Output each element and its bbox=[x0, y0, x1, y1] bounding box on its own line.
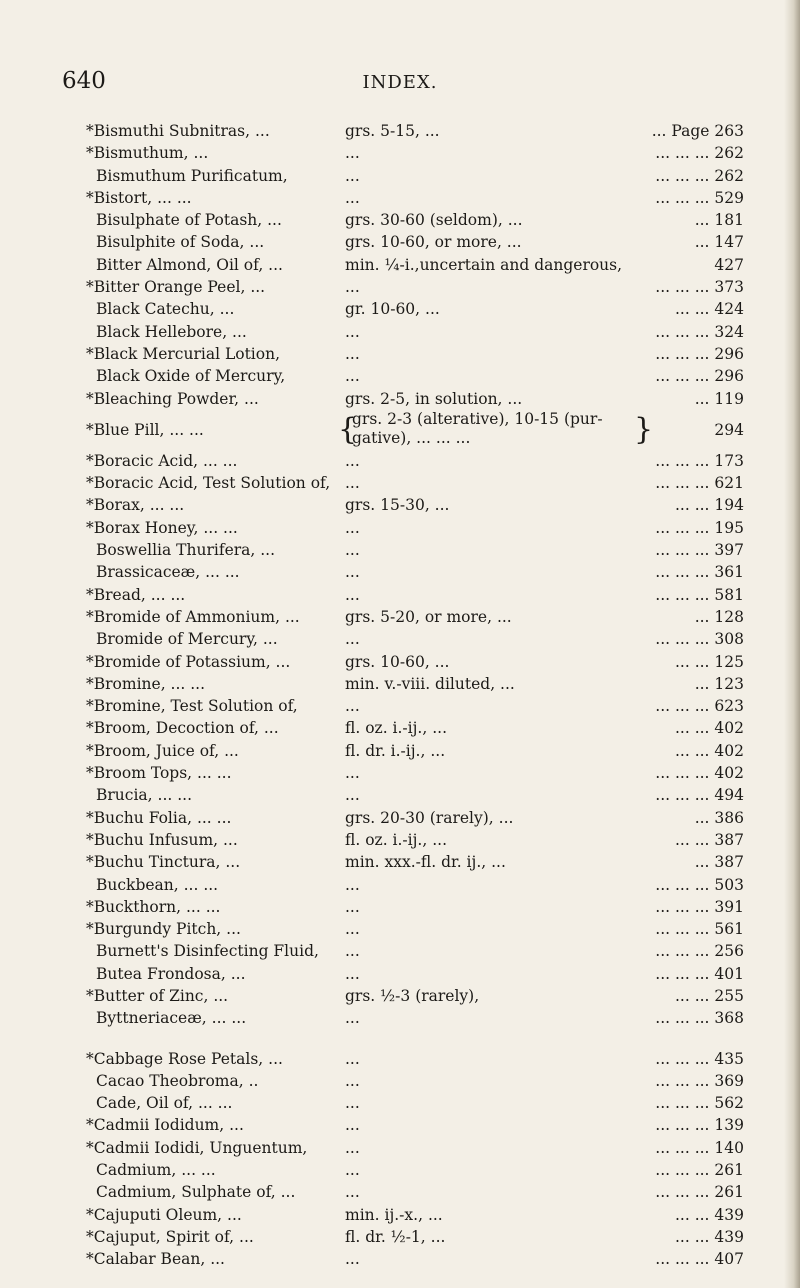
entry-dose: ... bbox=[345, 541, 360, 560]
entry-name: Cadmium, Sulphate of, ... bbox=[96, 1183, 296, 1202]
entry-name: *Broom, Decoction of, ... bbox=[86, 719, 279, 738]
index-entry bbox=[0, 695, 800, 717]
entry-page: ... ... ... 140 bbox=[655, 1138, 744, 1157]
index-entry bbox=[0, 494, 800, 516]
entry-name: *Blue Pill, ... ... bbox=[86, 420, 204, 439]
entry-name: Bitter Almond, Oil of, ... bbox=[96, 255, 283, 274]
entry-name: Bismuthum Purificatum, bbox=[96, 166, 288, 185]
entry-name: *Borax Honey, ... ... bbox=[86, 518, 238, 537]
entry-name: *Boracic Acid, ... ... bbox=[86, 451, 238, 470]
entry-dose: ... bbox=[345, 1161, 360, 1180]
entry-dose: ... bbox=[345, 1116, 360, 1135]
entry-name: Cacao Theobroma, .. bbox=[96, 1071, 259, 1090]
index-entry bbox=[0, 410, 800, 450]
entry-page: ... ... ... 324 bbox=[655, 322, 744, 341]
index-entry bbox=[0, 1248, 800, 1270]
entry-page: ... 123 bbox=[694, 674, 744, 693]
index-entry bbox=[0, 1070, 800, 1092]
index-entry bbox=[0, 254, 800, 276]
entry-page: ... 128 bbox=[694, 607, 744, 626]
entry-page: 294 bbox=[714, 420, 744, 439]
entry-name: *Bismuthum, ... bbox=[86, 144, 209, 163]
entry-name: *Broom Tops, ... ... bbox=[86, 764, 232, 783]
entry-dose: ... bbox=[345, 1183, 360, 1202]
index-entry bbox=[0, 1114, 800, 1136]
index-entry bbox=[0, 651, 800, 673]
entry-name: *Bromine, ... ... bbox=[86, 674, 206, 693]
entry-dose: ... bbox=[345, 697, 360, 716]
entry-name: Brucia, ... ... bbox=[96, 786, 193, 805]
index-entry bbox=[0, 673, 800, 695]
index-entry bbox=[0, 209, 800, 231]
index-entry bbox=[0, 606, 800, 628]
entry-page: ... ... 194 bbox=[674, 496, 744, 515]
index-entry bbox=[0, 539, 800, 561]
entry-page: ... ... ... 435 bbox=[655, 1049, 744, 1068]
entry-page: ... ... ... 361 bbox=[655, 563, 744, 582]
entry-page: ... ... ... 256 bbox=[655, 942, 744, 961]
index-entry bbox=[0, 807, 800, 829]
entry-page: ... ... ... 296 bbox=[655, 367, 744, 386]
entry-page: ... ... 424 bbox=[674, 300, 744, 319]
index-entry-list bbox=[0, 120, 800, 1271]
entry-name: *Bitter Orange Peel, ... bbox=[86, 278, 266, 297]
entry-page: ... ... 439 bbox=[674, 1227, 744, 1246]
index-entry bbox=[0, 1007, 800, 1029]
entry-name: Burnett's Disinfecting Fluid, bbox=[96, 942, 319, 961]
entry-dose: ... bbox=[345, 1071, 360, 1090]
left-brace: { bbox=[338, 411, 358, 447]
entry-name: *Bromide of Potassium, ... bbox=[86, 652, 291, 671]
entry-dose: grs. 30-60 (seldom), ... bbox=[345, 211, 523, 230]
entry-name: *Bread, ... ... bbox=[86, 585, 186, 604]
entry-name: *Buckthorn, ... ... bbox=[86, 897, 221, 916]
page-header bbox=[0, 68, 800, 98]
entry-dose: ... bbox=[345, 920, 360, 939]
entry-dose: ... bbox=[345, 764, 360, 783]
entry-dose: min. xxx.-fl. dr. ij., ... bbox=[345, 853, 506, 872]
entry-dose: grs. 5-15, ... bbox=[345, 122, 440, 140]
index-entry bbox=[0, 985, 800, 1007]
entry-page: ... ... 439 bbox=[674, 1205, 744, 1224]
index-entry bbox=[0, 472, 800, 494]
entry-name: *Broom, Juice of, ... bbox=[86, 741, 239, 760]
entry-name: *Calabar Bean, ... bbox=[86, 1250, 225, 1269]
entry-dose: min. v.-viii. diluted, ... bbox=[345, 674, 515, 693]
entry-page: ... ... ... 369 bbox=[655, 1071, 744, 1090]
index-entry bbox=[0, 1204, 800, 1226]
index-entry bbox=[0, 628, 800, 650]
entry-name: *Bistort, ... ... bbox=[86, 188, 192, 207]
entry-name: Cadmium, ... ... bbox=[96, 1161, 216, 1180]
entry-name: *Butter of Zinc, ... bbox=[86, 986, 229, 1005]
index-entry bbox=[0, 1181, 800, 1203]
index-entry bbox=[0, 940, 800, 962]
entry-page: ... ... ... 173 bbox=[655, 451, 744, 470]
entry-page: ... ... ... 581 bbox=[655, 585, 744, 604]
entry-dose: ... bbox=[345, 897, 360, 916]
entry-dose: grs. 5-20, or more, ... bbox=[345, 607, 512, 626]
right-brace: } bbox=[634, 411, 654, 447]
entry-page: ... 119 bbox=[694, 389, 744, 408]
index-entry bbox=[0, 762, 800, 784]
entry-dose: ... bbox=[345, 344, 360, 363]
entry-name: *Buchu Tinctura, ... bbox=[86, 853, 241, 872]
entry-dose: ... bbox=[345, 563, 360, 582]
index-entry bbox=[0, 187, 800, 209]
entry-dose: ... bbox=[345, 144, 360, 163]
entry-page: ... ... 402 bbox=[674, 741, 744, 760]
entry-name: *Cadmii Iodidum, ... bbox=[86, 1116, 244, 1135]
entry-page: ... ... ... 621 bbox=[655, 474, 744, 493]
index-entry bbox=[0, 142, 800, 164]
index-entry bbox=[0, 918, 800, 940]
entry-page: ... 181 bbox=[694, 211, 744, 230]
entry-page: ... 147 bbox=[694, 233, 744, 252]
entry-name: *Cadmii Iodidi, Unguentum, bbox=[86, 1138, 308, 1157]
entry-name: *Cabbage Rose Petals, ... bbox=[86, 1049, 283, 1068]
entry-dose: ... bbox=[345, 786, 360, 805]
entry-page: ... ... 387 bbox=[674, 830, 744, 849]
entry-dose: ... bbox=[345, 166, 360, 185]
entry-dose: ... bbox=[345, 1009, 360, 1028]
entry-dose: ... bbox=[345, 1250, 360, 1269]
entry-dose: ... bbox=[345, 585, 360, 604]
entry-dose: grs. 20-30 (rarely), ... bbox=[345, 808, 514, 827]
entry-name: Black Hellebore, ... bbox=[96, 322, 247, 341]
entry-name: *Cajuput, Spirit of, ... bbox=[86, 1227, 254, 1246]
index-entry bbox=[0, 365, 800, 387]
entry-dose: ... bbox=[345, 942, 360, 961]
index-entry bbox=[0, 231, 800, 253]
entry-dose: ... bbox=[345, 630, 360, 649]
entry-dose: grs. 10-60, ... bbox=[345, 652, 450, 671]
index-entry bbox=[0, 276, 800, 298]
entry-dose: ... bbox=[345, 474, 360, 493]
entry-page: ... ... ... 623 bbox=[655, 697, 744, 716]
page-number: 640 bbox=[62, 68, 106, 94]
entry-dose: min. ¼-i.,uncertain and dangerous, bbox=[345, 255, 623, 274]
entry-page: ... ... ... 562 bbox=[655, 1094, 744, 1113]
index-entry bbox=[0, 1092, 800, 1114]
index-entry bbox=[0, 874, 800, 896]
entry-dose: fl. oz. i.-ij., ... bbox=[345, 719, 447, 738]
entry-name: Bisulphate of Potash, ... bbox=[96, 211, 282, 230]
entry-dose: grs. 2-3 (alterative), 10-15 (pur- gative), ... ... ... bbox=[352, 409, 603, 447]
entry-dose: grs. ½-3 (rarely), bbox=[345, 986, 480, 1005]
index-entry bbox=[0, 717, 800, 739]
entry-page: ... ... ... 139 bbox=[655, 1116, 744, 1135]
entry-dose: ... bbox=[345, 964, 360, 983]
index-entry bbox=[0, 561, 800, 583]
entry-dose: ... bbox=[345, 188, 360, 207]
entry-dose: ... bbox=[345, 518, 360, 537]
entry-dose: min. ij.-x., ... bbox=[345, 1205, 443, 1224]
entry-name: *Borax, ... ... bbox=[86, 496, 185, 515]
entry-dose: fl. dr. ½-1, ... bbox=[345, 1227, 446, 1246]
entry-page: ... ... ... 261 bbox=[655, 1161, 744, 1180]
entry-name: Buckbean, ... ... bbox=[96, 875, 219, 894]
entry-page: ... ... ... 401 bbox=[655, 964, 744, 983]
index-entry bbox=[0, 740, 800, 762]
entry-page: ... ... ... 262 bbox=[655, 166, 744, 185]
index-entry bbox=[0, 1226, 800, 1248]
entry-page: ... ... 125 bbox=[674, 652, 744, 671]
entry-page: ... ... 402 bbox=[674, 719, 744, 738]
page-title: INDEX. bbox=[362, 72, 438, 93]
index-entry bbox=[0, 120, 800, 142]
entry-name: *Burgundy Pitch, ... bbox=[86, 920, 241, 939]
index-entry bbox=[0, 963, 800, 985]
entry-dose: ... bbox=[345, 451, 360, 470]
entry-name: *Buchu Folia, ... ... bbox=[86, 808, 232, 827]
entry-page: ... ... ... 561 bbox=[655, 920, 744, 939]
entry-name: Black Oxide of Mercury, bbox=[96, 367, 286, 386]
index-entry bbox=[0, 896, 800, 918]
entry-name: Bromide of Mercury, ... bbox=[96, 630, 278, 649]
index-entry bbox=[0, 784, 800, 806]
index-entry bbox=[0, 1159, 800, 1181]
entry-page: ... ... ... 494 bbox=[655, 786, 744, 805]
entry-page: ... ... ... 262 bbox=[655, 144, 744, 163]
entry-page: 427 bbox=[714, 255, 744, 274]
index-entry bbox=[0, 343, 800, 365]
entry-dose: gr. 10-60, ... bbox=[345, 300, 440, 319]
entry-name: Byttneriaceæ, ... ... bbox=[96, 1009, 247, 1028]
entry-dose: ... bbox=[345, 875, 360, 894]
entry-name: *Boracic Acid, Test Solution of, bbox=[86, 474, 331, 493]
entry-page: ... ... ... 503 bbox=[655, 875, 744, 894]
entry-page: ... ... ... 397 bbox=[655, 541, 744, 560]
entry-dose: grs. 15-30, ... bbox=[345, 496, 450, 515]
index-entry bbox=[0, 1048, 800, 1070]
entry-dose: ... bbox=[345, 1049, 360, 1068]
entry-name: *Buchu Infusum, ... bbox=[86, 830, 238, 849]
entry-page: ... ... ... 373 bbox=[655, 278, 744, 297]
entry-name: Butea Frondosa, ... bbox=[96, 964, 246, 983]
entry-name: Boswellia Thurifera, ... bbox=[96, 541, 276, 560]
entry-name: Black Catechu, ... bbox=[96, 300, 235, 319]
entry-dose: ... bbox=[345, 1138, 360, 1157]
entry-dose: ... bbox=[345, 322, 360, 341]
entry-page: ... 386 bbox=[694, 808, 744, 827]
entry-name: *Bromine, Test Solution of, bbox=[86, 697, 298, 716]
entry-page: ... ... ... 296 bbox=[655, 344, 744, 363]
entry-name: *Bleaching Powder, ... bbox=[86, 389, 259, 408]
entry-page: ... ... ... 368 bbox=[655, 1009, 744, 1028]
entry-page: ... ... ... 195 bbox=[655, 518, 744, 537]
index-entry bbox=[0, 584, 800, 606]
entry-name: *Black Mercurial Lotion, bbox=[86, 344, 280, 363]
entry-name: Brassicaceæ, ... ... bbox=[96, 563, 240, 582]
entry-dose: ... bbox=[345, 367, 360, 386]
index-entry bbox=[0, 1137, 800, 1159]
entry-dose: fl. dr. i.-ij., ... bbox=[345, 741, 446, 760]
entry-name: *Cajuputi Oleum, ... bbox=[86, 1205, 242, 1224]
entry-name: Bisulphite of Soda, ... bbox=[96, 233, 265, 252]
entry-dose: grs. 10-60, or more, ... bbox=[345, 233, 522, 252]
entry-page: ... ... ... 529 bbox=[655, 188, 744, 207]
entry-dose: ... bbox=[345, 278, 360, 297]
entry-name: *Bromide of Ammonium, ... bbox=[86, 607, 300, 626]
index-entry bbox=[0, 165, 800, 187]
entry-dose: fl. oz. i.-ij., ... bbox=[345, 830, 447, 849]
entry-dose: grs. 2-5, in solution, ... bbox=[345, 389, 523, 408]
index-entry bbox=[0, 851, 800, 873]
entry-page: ... ... ... 391 bbox=[655, 897, 744, 916]
index-entry bbox=[0, 517, 800, 539]
entry-page: ... ... 255 bbox=[674, 986, 744, 1005]
entry-page: ... ... ... 402 bbox=[655, 764, 744, 783]
entry-name: *Bismuthi Subnitras, ... bbox=[86, 122, 270, 140]
index-entry bbox=[0, 388, 800, 410]
index-entry bbox=[0, 450, 800, 472]
index-entry bbox=[0, 298, 800, 320]
entry-page: ... ... ... 407 bbox=[655, 1250, 744, 1269]
index-entry bbox=[0, 829, 800, 851]
entry-page: ... Page 263 bbox=[651, 122, 744, 140]
entry-name: Cade, Oil of, ... ... bbox=[96, 1094, 233, 1113]
entry-page: ... ... ... 308 bbox=[655, 630, 744, 649]
index-entry bbox=[0, 321, 800, 343]
entry-dose: ... bbox=[345, 1094, 360, 1113]
entry-page: ... ... ... 261 bbox=[655, 1183, 744, 1202]
entry-page: ... 387 bbox=[694, 853, 744, 872]
